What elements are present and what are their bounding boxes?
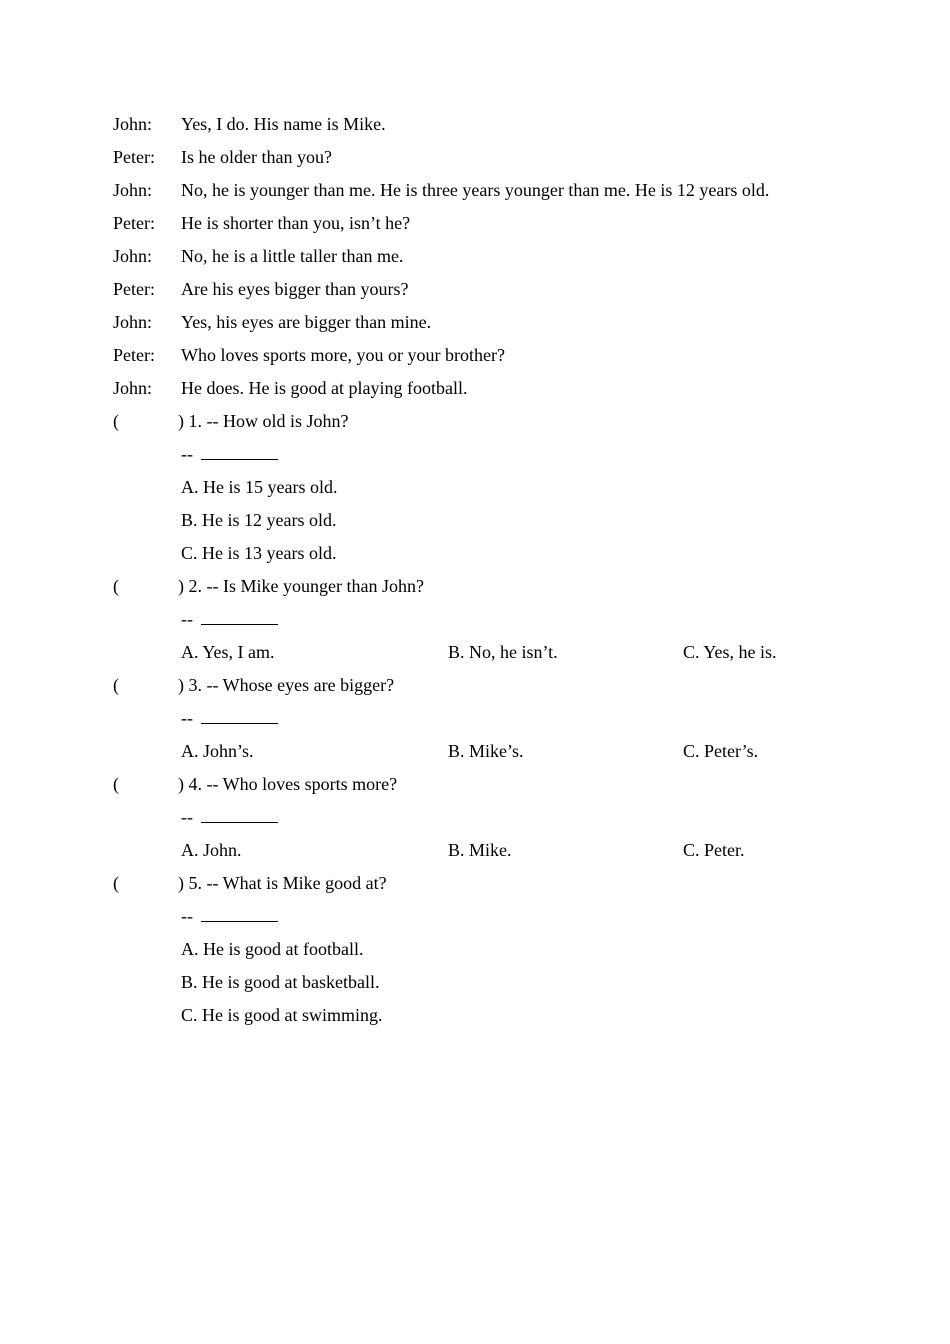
- option-line: [0, 636, 950, 669]
- dialogue-line: [0, 207, 950, 240]
- option-c: C. Peter’s.: [683, 741, 759, 761]
- option-c: C. He is good at swimming.: [181, 1005, 383, 1025]
- dialogue-line: [0, 240, 950, 273]
- answer-blank-line: [0, 702, 950, 735]
- option-line: [0, 504, 950, 537]
- answer-blank[interactable]: [201, 905, 278, 922]
- answer-dash: --: [181, 444, 193, 464]
- dialogue-text: Is he older than you?: [181, 147, 332, 167]
- answer-dash: --: [181, 609, 193, 629]
- answer-blank[interactable]: [201, 608, 278, 625]
- option-line: [0, 735, 950, 768]
- speaker-name: John:: [113, 312, 153, 332]
- answer-paren[interactable]: (: [113, 873, 119, 893]
- question-text: ) 4. -- Who loves sports more?: [178, 774, 398, 794]
- dialogue-line: [0, 108, 950, 141]
- dialogue-line: [0, 174, 950, 207]
- option-line: [0, 933, 950, 966]
- option-line: [0, 834, 950, 867]
- dialogue-text: Who loves sports more, you or your brother?: [181, 345, 505, 365]
- option-b: B. He is good at basketball.: [181, 972, 380, 992]
- option-b: B. No, he isn’t.: [448, 642, 558, 662]
- question-2: [0, 570, 950, 603]
- dialogue-text: Yes, his eyes are bigger than mine.: [181, 312, 432, 332]
- option-line: [0, 966, 950, 999]
- option-c: C. Peter.: [683, 840, 745, 860]
- speaker-name: Peter:: [113, 147, 155, 167]
- answer-paren[interactable]: (: [113, 576, 119, 596]
- option-b: B. He is 12 years old.: [181, 510, 337, 530]
- question-5: [0, 867, 950, 900]
- answer-blank[interactable]: [201, 443, 278, 460]
- question-3: [0, 669, 950, 702]
- answer-dash: --: [181, 906, 193, 926]
- speaker-name: Peter:: [113, 345, 155, 365]
- option-a: A. John’s.: [181, 741, 254, 761]
- dialogue-text: He does. He is good at playing football.: [181, 378, 468, 398]
- answer-dash: --: [181, 807, 193, 827]
- option-a: A. John.: [181, 840, 242, 860]
- answer-paren[interactable]: (: [113, 411, 119, 431]
- option-line: [0, 537, 950, 570]
- answer-dash: --: [181, 708, 193, 728]
- speaker-name: John:: [113, 246, 153, 266]
- answer-blank-line: [0, 900, 950, 933]
- answer-blank[interactable]: [201, 707, 278, 724]
- option-b: B. Mike’s.: [448, 741, 524, 761]
- question-text: ) 1. -- How old is John?: [178, 411, 349, 431]
- dialogue-line: [0, 273, 950, 306]
- speaker-name: Peter:: [113, 279, 155, 299]
- dialogue-text: Yes, I do. His name is Mike.: [181, 114, 386, 134]
- question-4: [0, 768, 950, 801]
- option-b: B. Mike.: [448, 840, 512, 860]
- dialogue-line: [0, 339, 950, 372]
- question-1: [0, 405, 950, 438]
- option-line: [0, 471, 950, 504]
- question-text: ) 3. -- Whose eyes are bigger?: [178, 675, 395, 695]
- answer-blank[interactable]: [201, 806, 278, 823]
- option-c: C. Yes, he is.: [683, 642, 777, 662]
- speaker-name: John:: [113, 180, 153, 200]
- dialogue-line: [0, 141, 950, 174]
- option-a: A. Yes, I am.: [181, 642, 275, 662]
- dialogue-text: He is shorter than you, isn’t he?: [181, 213, 411, 233]
- option-c: C. He is 13 years old.: [181, 543, 337, 563]
- answer-paren[interactable]: (: [113, 774, 119, 794]
- speaker-name: John:: [113, 114, 153, 134]
- dialogue-text: No, he is a little taller than me.: [181, 246, 404, 266]
- speaker-name: Peter:: [113, 213, 155, 233]
- answer-paren[interactable]: (: [113, 675, 119, 695]
- question-text: ) 2. -- Is Mike younger than John?: [178, 576, 424, 596]
- speaker-name: John:: [113, 378, 153, 398]
- question-text: ) 5. -- What is Mike good at?: [178, 873, 387, 893]
- dialogue-text: Are his eyes bigger than yours?: [181, 279, 409, 299]
- dialogue-text: No, he is younger than me. He is three years younger than me. He is 12 years old.: [181, 180, 770, 200]
- dialogue-line: [0, 372, 950, 405]
- option-a: A. He is good at football.: [181, 939, 364, 959]
- option-a: A. He is 15 years old.: [181, 477, 338, 497]
- option-line: [0, 999, 950, 1032]
- answer-blank-line: [0, 801, 950, 834]
- answer-blank-line: [0, 603, 950, 636]
- answer-blank-line: [0, 438, 950, 471]
- dialogue-line: [0, 306, 950, 339]
